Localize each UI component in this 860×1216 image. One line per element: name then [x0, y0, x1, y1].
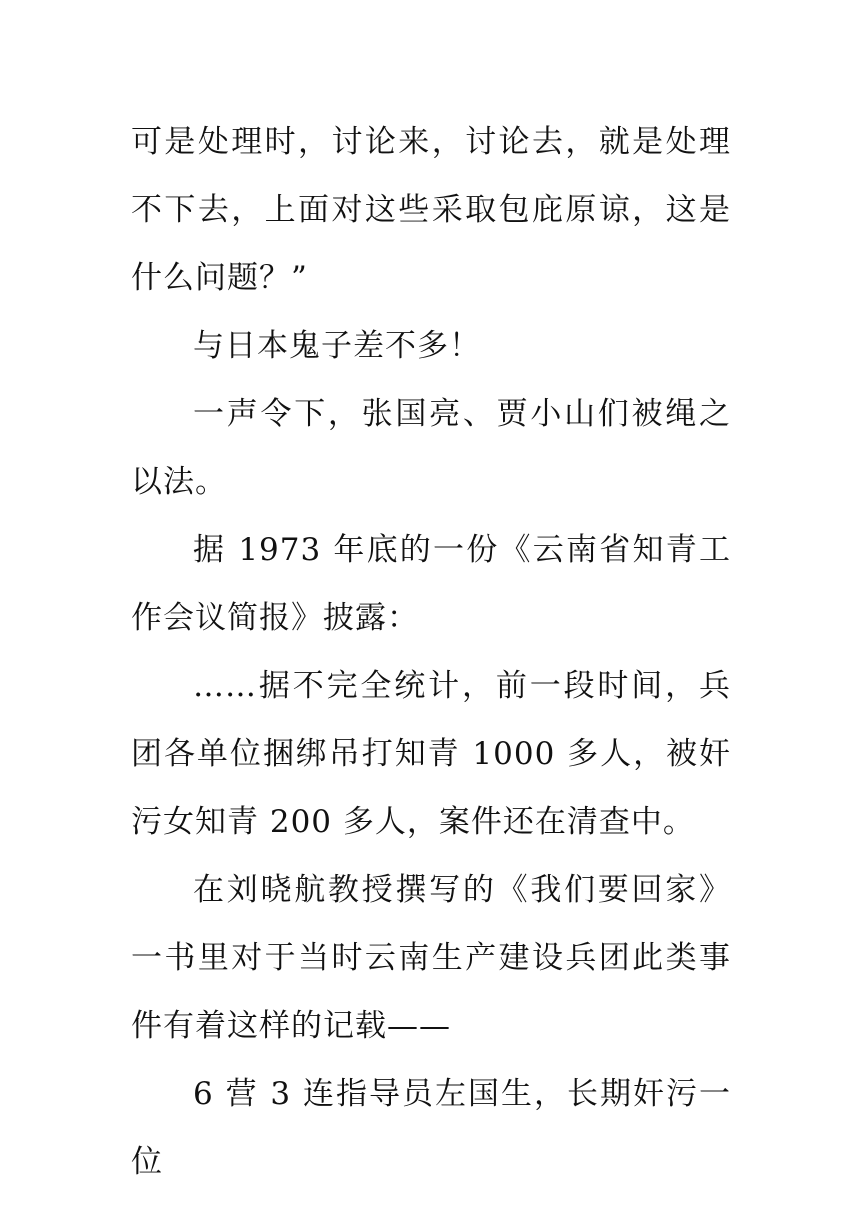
- paragraph: 据 1973 年底的一份《云南省知青工作会议简报》披露：: [131, 532, 731, 636]
- paragraph: 在刘晓航教授撰写的《我们要回家》一书里对于当时云南生产建设兵团此类事件有着这样的记载——: [131, 872, 731, 1044]
- body-text: [131, 108, 731, 1196]
- paragraph: 与日本鬼子差不多！: [193, 328, 481, 364]
- paragraph: 一声令下，张国亮、贾小山们被绳之以法。: [131, 396, 731, 500]
- paragraph-continued: 可是处理时，讨论来，讨论去，就是处理不下去，上面对这些采取包庇原谅，这是什么问题？”: [131, 124, 731, 296]
- paragraph: 6 营 3 连指导员左国生，长期奸污一位: [131, 1076, 731, 1180]
- paragraph-quote: ……据不完全统计，前一段时间，兵团各单位捆绑吊打知青 1000 多人，被奸污女知青 200 多人，案件还在清查中。: [131, 668, 731, 840]
